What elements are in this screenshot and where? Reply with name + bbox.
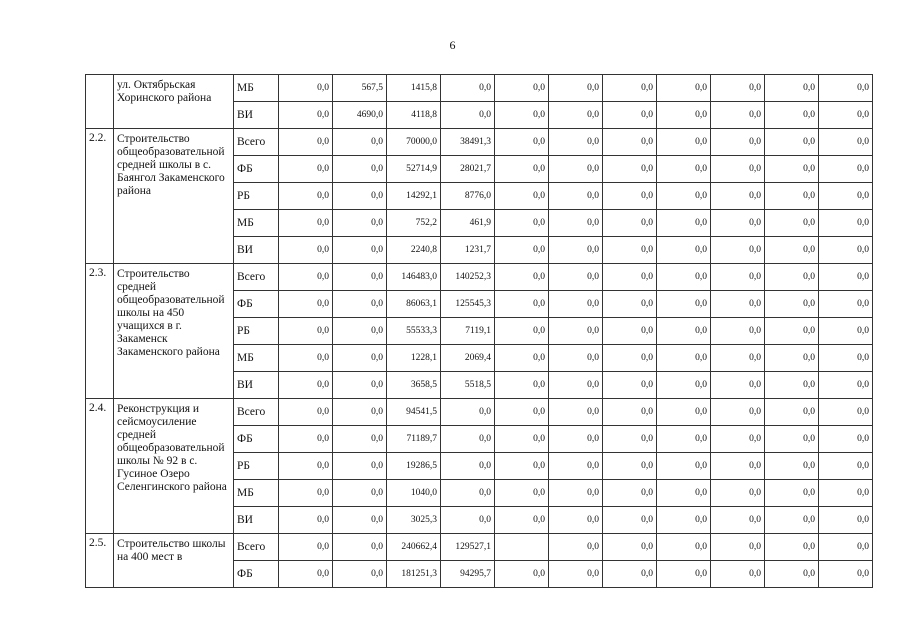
value-cell: 0,0 bbox=[333, 561, 387, 588]
value-cell: 0,0 bbox=[657, 156, 711, 183]
value-cell: 0,0 bbox=[495, 480, 549, 507]
funding-source: ВИ bbox=[234, 237, 279, 264]
value-cell: 0,0 bbox=[333, 399, 387, 426]
value-cell: 0,0 bbox=[603, 102, 657, 129]
value-cell: 0,0 bbox=[711, 480, 765, 507]
value-cell: 0,0 bbox=[711, 75, 765, 102]
value-cell: 0,0 bbox=[495, 453, 549, 480]
value-cell: 0,0 bbox=[765, 453, 819, 480]
value-cell: 0,0 bbox=[657, 318, 711, 345]
page-number: 6 bbox=[449, 38, 456, 52]
value-cell: 0,0 bbox=[495, 426, 549, 453]
value-cell: 0,0 bbox=[657, 264, 711, 291]
value-cell: 0,0 bbox=[657, 453, 711, 480]
value-cell: 0,0 bbox=[711, 561, 765, 588]
funding-source: МБ bbox=[234, 75, 279, 102]
value-cell: 0,0 bbox=[333, 291, 387, 318]
row-number: 2.2. bbox=[86, 129, 114, 264]
value-cell: 461,9 bbox=[441, 210, 495, 237]
value-cell: 0,0 bbox=[711, 453, 765, 480]
value-cell: 0,0 bbox=[711, 129, 765, 156]
value-cell: 0,0 bbox=[495, 210, 549, 237]
value-cell: 0,0 bbox=[765, 291, 819, 318]
funding-source: МБ bbox=[234, 210, 279, 237]
funding-source: РБ bbox=[234, 183, 279, 210]
value-cell: 0,0 bbox=[657, 75, 711, 102]
value-cell: 0,0 bbox=[549, 237, 603, 264]
value-cell: 0,0 bbox=[603, 237, 657, 264]
value-cell: 7119,1 bbox=[441, 318, 495, 345]
value-cell: 0,0 bbox=[279, 183, 333, 210]
value-cell: 0,0 bbox=[711, 507, 765, 534]
value-cell: 0,0 bbox=[765, 318, 819, 345]
value-cell: 0,0 bbox=[549, 156, 603, 183]
value-cell: 0,0 bbox=[819, 372, 873, 399]
value-cell: 0,0 bbox=[603, 291, 657, 318]
value-cell: 0,0 bbox=[657, 237, 711, 264]
value-cell: 0,0 bbox=[711, 372, 765, 399]
value-cell: 0,0 bbox=[819, 75, 873, 102]
object-name: Реконструкция и сейсмоусиление средней общеобразовательной школы № 92 в с. Гусиное Озеро Селенгинского района bbox=[114, 399, 234, 534]
value-cell: 0,0 bbox=[549, 318, 603, 345]
value-cell: 125545,3 bbox=[441, 291, 495, 318]
value-cell: 0,0 bbox=[819, 156, 873, 183]
value-cell: 0,0 bbox=[765, 237, 819, 264]
table-row bbox=[86, 534, 873, 561]
value-cell: 0,0 bbox=[603, 183, 657, 210]
value-cell: 0,0 bbox=[711, 534, 765, 561]
value-cell: 0,0 bbox=[657, 129, 711, 156]
funding-source: Всего bbox=[234, 129, 279, 156]
value-cell: 3025,3 bbox=[387, 507, 441, 534]
value-cell: 0,0 bbox=[549, 129, 603, 156]
value-cell: 4118,8 bbox=[387, 102, 441, 129]
value-cell: 0,0 bbox=[819, 399, 873, 426]
value-cell: 0,0 bbox=[279, 399, 333, 426]
value-cell: 94295,7 bbox=[441, 561, 495, 588]
funding-source: ВИ bbox=[234, 372, 279, 399]
value-cell: 0,0 bbox=[333, 453, 387, 480]
value-cell: 0,0 bbox=[657, 183, 711, 210]
value-cell: 129527,1 bbox=[441, 534, 495, 561]
value-cell: 0,0 bbox=[441, 399, 495, 426]
value-cell: 70000,0 bbox=[387, 129, 441, 156]
value-cell: 0,0 bbox=[549, 561, 603, 588]
value-cell: 0,0 bbox=[819, 345, 873, 372]
value-cell: 0,0 bbox=[657, 102, 711, 129]
value-cell: 28021,7 bbox=[441, 156, 495, 183]
value-cell: 0,0 bbox=[765, 507, 819, 534]
funding-source: ВИ bbox=[234, 102, 279, 129]
value-cell: 0,0 bbox=[765, 372, 819, 399]
value-cell: 0,0 bbox=[711, 399, 765, 426]
value-cell: 0,0 bbox=[333, 156, 387, 183]
value-cell: 0,0 bbox=[603, 264, 657, 291]
value-cell: 0,0 bbox=[549, 264, 603, 291]
value-cell: 0,0 bbox=[333, 372, 387, 399]
value-cell: 0,0 bbox=[603, 534, 657, 561]
value-cell: 38491,3 bbox=[441, 129, 495, 156]
value-cell: 0,0 bbox=[657, 210, 711, 237]
value-cell: 0,0 bbox=[549, 507, 603, 534]
value-cell: 0,0 bbox=[279, 534, 333, 561]
value-cell: 94541,5 bbox=[387, 399, 441, 426]
value-cell: 0,0 bbox=[333, 345, 387, 372]
table-row bbox=[86, 264, 873, 291]
value-cell: 0,0 bbox=[279, 156, 333, 183]
value-cell: 2240,8 bbox=[387, 237, 441, 264]
object-name: ул. Октябрьская Хоринского района bbox=[114, 75, 234, 129]
value-cell: 0,0 bbox=[819, 183, 873, 210]
funding-source: РБ bbox=[234, 318, 279, 345]
row-number bbox=[86, 75, 114, 129]
value-cell: 0,0 bbox=[603, 372, 657, 399]
value-cell: 240662,4 bbox=[387, 534, 441, 561]
value-cell: 0,0 bbox=[279, 453, 333, 480]
value-cell: 0,0 bbox=[441, 480, 495, 507]
value-cell: 0,0 bbox=[495, 291, 549, 318]
value-cell: 0,0 bbox=[279, 345, 333, 372]
value-cell: 0,0 bbox=[495, 372, 549, 399]
value-cell: 0,0 bbox=[711, 156, 765, 183]
value-cell: 0,0 bbox=[819, 318, 873, 345]
value-cell: 0,0 bbox=[711, 183, 765, 210]
value-cell: 4690,0 bbox=[333, 102, 387, 129]
value-cell: 0,0 bbox=[819, 480, 873, 507]
value-cell: 1228,1 bbox=[387, 345, 441, 372]
value-cell: 0,0 bbox=[765, 183, 819, 210]
value-cell: 0,0 bbox=[549, 453, 603, 480]
value-cell: 1415,8 bbox=[387, 75, 441, 102]
value-cell: 0,0 bbox=[495, 129, 549, 156]
value-cell: 0,0 bbox=[657, 372, 711, 399]
value-cell: 0,0 bbox=[603, 156, 657, 183]
value-cell: 0,0 bbox=[441, 75, 495, 102]
value-cell: 567,5 bbox=[333, 75, 387, 102]
value-cell: 0,0 bbox=[441, 507, 495, 534]
value-cell: 5518,5 bbox=[441, 372, 495, 399]
value-cell: 0,0 bbox=[657, 399, 711, 426]
value-cell: 0,0 bbox=[711, 237, 765, 264]
funding-source: ВИ bbox=[234, 507, 279, 534]
value-cell: 0,0 bbox=[549, 480, 603, 507]
value-cell: 0,0 bbox=[765, 426, 819, 453]
value-cell: 0,0 bbox=[495, 237, 549, 264]
value-cell: 0,0 bbox=[495, 102, 549, 129]
value-cell: 0,0 bbox=[711, 102, 765, 129]
value-cell: 0,0 bbox=[333, 210, 387, 237]
value-cell: 0,0 bbox=[711, 264, 765, 291]
value-cell: 0,0 bbox=[819, 507, 873, 534]
value-cell: 0,0 bbox=[765, 129, 819, 156]
value-cell: 1040,0 bbox=[387, 480, 441, 507]
value-cell: 0,0 bbox=[819, 129, 873, 156]
value-cell: 0,0 bbox=[279, 318, 333, 345]
object-name: Строительство средней общеобразовательной школы на 450 учащихся в г. Закаменск Закаменского района bbox=[114, 264, 234, 399]
value-cell: 0,0 bbox=[765, 210, 819, 237]
value-cell: 0,0 bbox=[657, 534, 711, 561]
funding-source: ФБ bbox=[234, 426, 279, 453]
value-cell: 0,0 bbox=[603, 480, 657, 507]
value-cell: 0,0 bbox=[603, 210, 657, 237]
value-cell: 0,0 bbox=[765, 156, 819, 183]
value-cell: 0,0 bbox=[819, 102, 873, 129]
value-cell: 0,0 bbox=[279, 480, 333, 507]
funding-source: ФБ bbox=[234, 291, 279, 318]
value-cell: 0,0 bbox=[495, 183, 549, 210]
value-cell: 0,0 bbox=[279, 264, 333, 291]
value-cell: 0,0 bbox=[765, 534, 819, 561]
value-cell: 52714,9 bbox=[387, 156, 441, 183]
value-cell: 0,0 bbox=[549, 291, 603, 318]
value-cell: 0,0 bbox=[495, 156, 549, 183]
value-cell: 71189,7 bbox=[387, 426, 441, 453]
value-cell: 0,0 bbox=[333, 426, 387, 453]
value-cell: 0,0 bbox=[819, 561, 873, 588]
row-number: 2.5. bbox=[86, 534, 114, 588]
table-row bbox=[86, 399, 873, 426]
object-name: Строительство школы на 400 мест в bbox=[114, 534, 234, 588]
value-cell: 0,0 bbox=[279, 291, 333, 318]
value-cell: 0,0 bbox=[441, 102, 495, 129]
value-cell: 0,0 bbox=[549, 102, 603, 129]
value-cell: 0,0 bbox=[549, 345, 603, 372]
value-cell: 0,0 bbox=[279, 102, 333, 129]
value-cell: 0,0 bbox=[765, 75, 819, 102]
value-cell: 0,0 bbox=[495, 75, 549, 102]
value-cell: 0,0 bbox=[279, 372, 333, 399]
value-cell: 0,0 bbox=[819, 264, 873, 291]
row-number: 2.3. bbox=[86, 264, 114, 399]
value-cell: 0,0 bbox=[711, 318, 765, 345]
funding-source: ФБ bbox=[234, 561, 279, 588]
budget-table bbox=[85, 74, 873, 588]
value-cell: 0,0 bbox=[657, 561, 711, 588]
value-cell: 8776,0 bbox=[441, 183, 495, 210]
value-cell: 0,0 bbox=[333, 534, 387, 561]
value-cell: 0,0 bbox=[495, 561, 549, 588]
value-cell: 0,0 bbox=[333, 237, 387, 264]
value-cell: 0,0 bbox=[657, 480, 711, 507]
value-cell: 0,0 bbox=[279, 129, 333, 156]
funding-source: Всего bbox=[234, 264, 279, 291]
value-cell: 0,0 bbox=[603, 75, 657, 102]
value-cell: 0,0 bbox=[819, 534, 873, 561]
value-cell: 0,0 bbox=[495, 264, 549, 291]
value-cell: 0,0 bbox=[279, 507, 333, 534]
value-cell: 0,0 bbox=[765, 561, 819, 588]
value-cell: 0,0 bbox=[549, 426, 603, 453]
value-cell: 1231,7 bbox=[441, 237, 495, 264]
value-cell: 0,0 bbox=[657, 426, 711, 453]
value-cell: 0,0 bbox=[603, 345, 657, 372]
value-cell: 0,0 bbox=[333, 264, 387, 291]
value-cell: 0,0 bbox=[603, 426, 657, 453]
value-cell: 181251,3 bbox=[387, 561, 441, 588]
value-cell: 0,0 bbox=[495, 399, 549, 426]
value-cell: 0,0 bbox=[549, 183, 603, 210]
value-cell: 0,0 bbox=[279, 237, 333, 264]
value-cell: 0,0 bbox=[711, 426, 765, 453]
value-cell: 0,0 bbox=[765, 264, 819, 291]
value-cell: 140252,3 bbox=[441, 264, 495, 291]
value-cell: 0,0 bbox=[765, 480, 819, 507]
value-cell: 0,0 bbox=[333, 507, 387, 534]
funding-source: ФБ bbox=[234, 156, 279, 183]
value-cell: 14292,1 bbox=[387, 183, 441, 210]
value-cell: 0,0 bbox=[603, 453, 657, 480]
value-cell: 0,0 bbox=[279, 426, 333, 453]
value-cell: 0,0 bbox=[603, 561, 657, 588]
value-cell bbox=[495, 534, 549, 561]
value-cell: 0,0 bbox=[549, 372, 603, 399]
value-cell: 0,0 bbox=[657, 345, 711, 372]
value-cell: 55533,3 bbox=[387, 318, 441, 345]
value-cell: 0,0 bbox=[657, 291, 711, 318]
value-cell: 0,0 bbox=[765, 399, 819, 426]
value-cell: 0,0 bbox=[819, 426, 873, 453]
row-number: 2.4. bbox=[86, 399, 114, 534]
value-cell: 0,0 bbox=[603, 399, 657, 426]
object-name: Строительство общеобразовательной средней школы в с. Баянгол Закаменского района bbox=[114, 129, 234, 264]
value-cell: 0,0 bbox=[279, 75, 333, 102]
value-cell: 0,0 bbox=[657, 507, 711, 534]
funding-source: Всего bbox=[234, 399, 279, 426]
value-cell: 0,0 bbox=[333, 318, 387, 345]
value-cell: 0,0 bbox=[441, 453, 495, 480]
value-cell: 0,0 bbox=[711, 291, 765, 318]
value-cell: 146483,0 bbox=[387, 264, 441, 291]
value-cell: 2069,4 bbox=[441, 345, 495, 372]
value-cell: 0,0 bbox=[603, 129, 657, 156]
value-cell: 0,0 bbox=[603, 507, 657, 534]
value-cell: 19286,5 bbox=[387, 453, 441, 480]
value-cell: 0,0 bbox=[495, 345, 549, 372]
table-row bbox=[86, 75, 873, 102]
value-cell: 0,0 bbox=[549, 399, 603, 426]
value-cell: 0,0 bbox=[549, 75, 603, 102]
value-cell: 0,0 bbox=[819, 237, 873, 264]
value-cell: 0,0 bbox=[549, 210, 603, 237]
value-cell: 0,0 bbox=[549, 534, 603, 561]
value-cell: 0,0 bbox=[765, 345, 819, 372]
funding-source: МБ bbox=[234, 480, 279, 507]
value-cell: 0,0 bbox=[711, 210, 765, 237]
funding-source: МБ bbox=[234, 345, 279, 372]
value-cell: 0,0 bbox=[441, 426, 495, 453]
value-cell: 3658,5 bbox=[387, 372, 441, 399]
value-cell: 752,2 bbox=[387, 210, 441, 237]
table-row bbox=[86, 129, 873, 156]
value-cell: 0,0 bbox=[279, 210, 333, 237]
value-cell: 0,0 bbox=[765, 102, 819, 129]
value-cell: 86063,1 bbox=[387, 291, 441, 318]
value-cell: 0,0 bbox=[819, 453, 873, 480]
funding-source: Всего bbox=[234, 534, 279, 561]
value-cell: 0,0 bbox=[603, 318, 657, 345]
value-cell: 0,0 bbox=[333, 480, 387, 507]
value-cell: 0,0 bbox=[711, 345, 765, 372]
value-cell: 0,0 bbox=[495, 507, 549, 534]
value-cell: 0,0 bbox=[279, 561, 333, 588]
funding-source: РБ bbox=[234, 453, 279, 480]
table-body bbox=[86, 75, 873, 588]
value-cell: 0,0 bbox=[819, 291, 873, 318]
value-cell: 0,0 bbox=[333, 183, 387, 210]
value-cell: 0,0 bbox=[495, 318, 549, 345]
value-cell: 0,0 bbox=[333, 129, 387, 156]
value-cell: 0,0 bbox=[819, 210, 873, 237]
